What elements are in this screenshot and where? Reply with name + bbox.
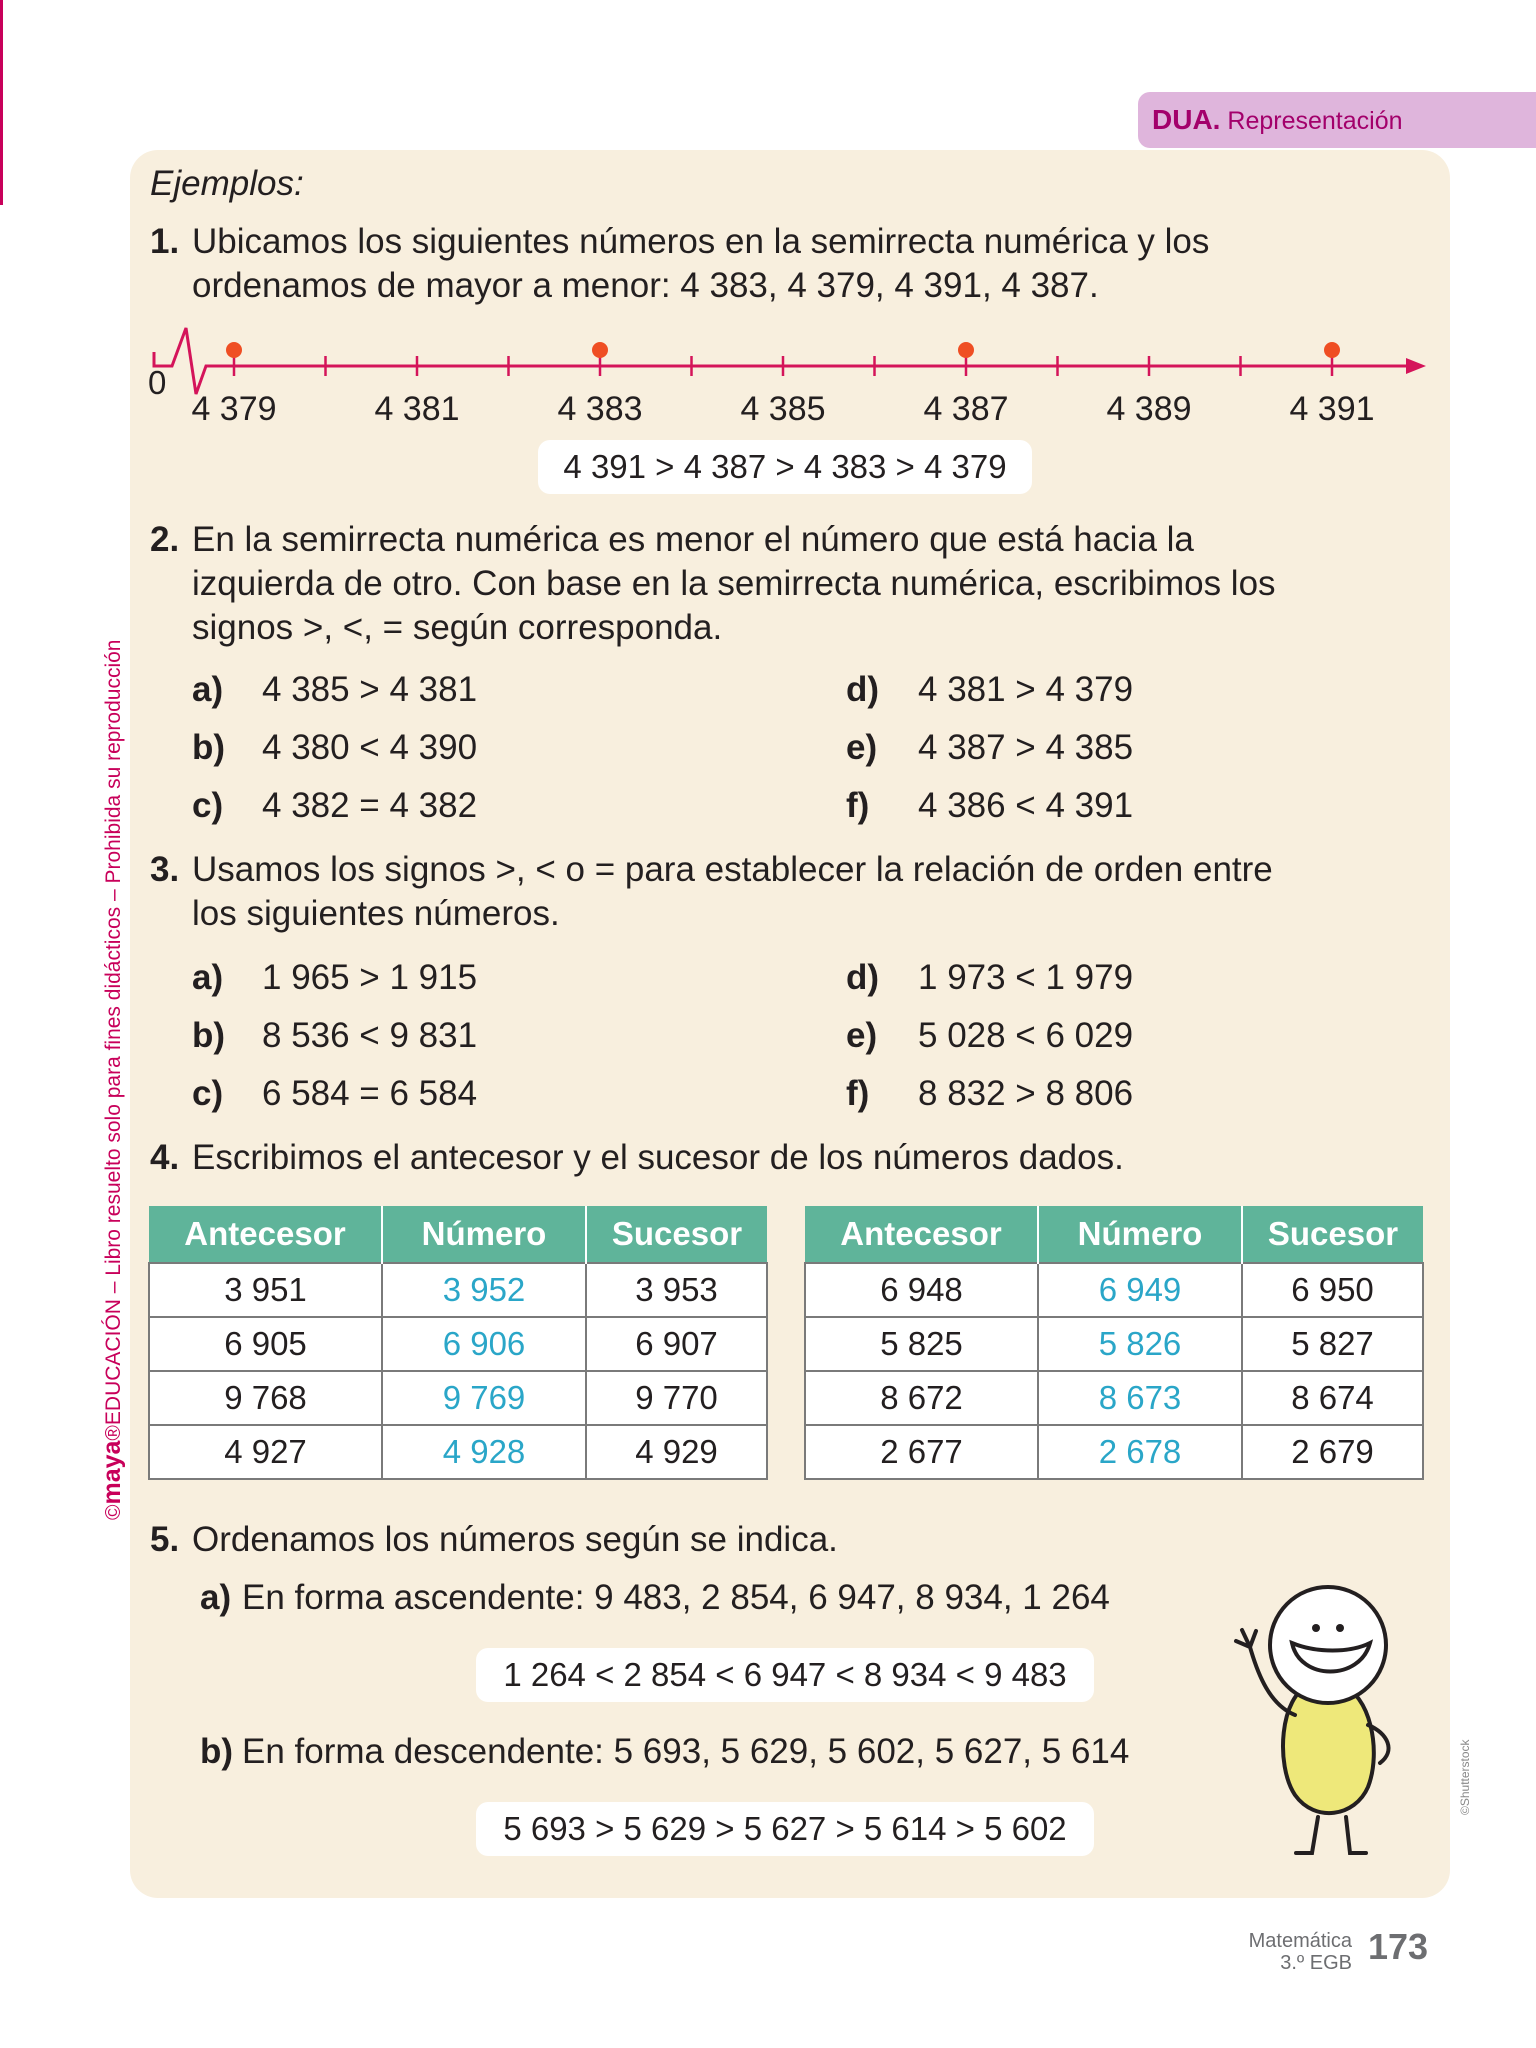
number-line-label: 4 385	[740, 390, 826, 428]
ex3-a-label: a)	[192, 958, 224, 997]
table-row	[805, 1371, 1423, 1425]
header-antecesor: Antecesor	[805, 1206, 1038, 1263]
table-row	[149, 1317, 767, 1371]
header-numero: Número	[1038, 1206, 1242, 1263]
ex5-b-label: b)	[200, 1732, 234, 1771]
ex2-a-label: a)	[192, 670, 224, 709]
ex5-text: Ordenamos los números según se indica.	[192, 1520, 838, 1559]
cell-sucesor: 2 679	[1242, 1425, 1423, 1479]
ex5-a-label: a)	[200, 1578, 232, 1617]
ex4-text: Escribimos el antecesor y el sucesor de los números dados.	[192, 1138, 1124, 1177]
table-row	[805, 1263, 1423, 1317]
header-antecesor: Antecesor	[149, 1206, 382, 1263]
ex2-line2: izquierda de otro. Con base en la semirrecta numérica, escribimos los	[192, 564, 1276, 603]
header-sucesor: Sucesor	[586, 1206, 767, 1263]
header-numero: Número	[382, 1206, 586, 1263]
cell-numero: 8 673	[1038, 1371, 1242, 1425]
left-margin-rule	[0, 0, 3, 205]
ex3-f-text: 8 832 > 8 806	[918, 1074, 1134, 1113]
table-row	[149, 1263, 767, 1317]
ex4-number: 4.	[150, 1138, 180, 1177]
number-line-point	[592, 342, 608, 358]
number-line-label: 4 387	[923, 390, 1009, 428]
ex2-b-label: b)	[192, 728, 226, 767]
header-sucesor: Sucesor	[1242, 1206, 1423, 1263]
cell-sucesor: 4 929	[586, 1425, 767, 1479]
ex2-a-text: 4 385 > 4 381	[262, 670, 478, 709]
footer-subject: Matemática	[1248, 1930, 1352, 1952]
cell-numero: 5 826	[1038, 1317, 1242, 1371]
side-notice: EDUCACIÓN – Libro resuelto solo para fines didácticos – Prohibida su reproducción	[102, 639, 125, 1426]
ex3-number: 3.	[150, 850, 180, 889]
ex2-e-label: e)	[846, 728, 878, 767]
number-line-label: 4 391	[1289, 390, 1375, 428]
brand-name: maya	[98, 1440, 126, 1505]
copyright-symbol: ©	[102, 1504, 125, 1520]
ex3-a-text: 1 965 > 1 915	[262, 958, 478, 997]
footer-grade: 3.º EGB	[1280, 1952, 1352, 1974]
ex3-c-label: c)	[192, 1074, 224, 1113]
table-row	[805, 1425, 1423, 1479]
side-copyright-text	[98, 540, 127, 1520]
ex3-d-label: d)	[846, 958, 880, 997]
dua-badge-text: Representación	[1227, 107, 1403, 135]
cell-antecesor: 4 927	[149, 1425, 382, 1479]
ex2-d-text: 4 381 > 4 379	[918, 670, 1134, 709]
cell-numero: 2 678	[1038, 1425, 1242, 1479]
image-credit: ©Shutterstock	[1458, 1739, 1472, 1815]
cell-antecesor: 3 951	[149, 1263, 382, 1317]
ex3-d-text: 1 973 < 1 979	[918, 958, 1134, 997]
cell-sucesor: 3 953	[586, 1263, 767, 1317]
cell-antecesor: 8 672	[805, 1371, 1038, 1425]
ex3-b-label: b)	[192, 1016, 226, 1055]
examples-title: Ejemplos:	[150, 164, 304, 203]
ex3-line2: los siguientes números.	[192, 894, 560, 933]
number-line-point	[226, 342, 242, 358]
cell-antecesor: 5 825	[805, 1317, 1038, 1371]
ex5-a-text: En forma ascendente: 9 483, 2 854, 6 947, 8 934, 1 264	[242, 1578, 1110, 1617]
page-number: 173	[1368, 1926, 1429, 1967]
number-line-point	[958, 342, 974, 358]
ex2-number: 2.	[150, 520, 180, 559]
ex2-line3: signos >, <, = según corresponda.	[192, 608, 723, 647]
ex1-line2: ordenamos de mayor a menor: 4 383, 4 379, 4 391, 4 387.	[192, 266, 1099, 305]
ex1-number: 1.	[150, 222, 180, 261]
number-line-point	[1324, 342, 1340, 358]
cell-antecesor: 6 905	[149, 1317, 382, 1371]
cell-numero: 3 952	[382, 1263, 586, 1317]
ex1-answer: 4 391 > 4 387 > 4 383 > 4 379	[538, 440, 1032, 494]
table-row	[149, 1425, 767, 1479]
ex3-b-text: 8 536 < 9 831	[262, 1016, 478, 1055]
ex3-e-text: 5 028 < 6 029	[918, 1016, 1134, 1055]
ex5-b-text: En forma descendente: 5 693, 5 629, 5 602, 5 627, 5 614	[242, 1732, 1130, 1771]
number-line-label: 4 381	[374, 390, 460, 428]
ex5-a-answer: 1 264 < 2 854 < 6 947 < 8 934 < 9 483	[476, 1648, 1094, 1702]
cell-sucesor: 5 827	[1242, 1317, 1423, 1371]
cell-numero: 6 949	[1038, 1263, 1242, 1317]
ex2-c-text: 4 382 = 4 382	[262, 786, 478, 825]
dua-badge	[1138, 92, 1536, 148]
table-left	[148, 1206, 768, 1480]
ex2-f-label: f)	[846, 786, 870, 825]
number-line-label: 4 379	[191, 390, 277, 428]
ex2-c-label: c)	[192, 786, 224, 825]
smiley-character-illustration	[1220, 1555, 1440, 1855]
cell-sucesor: 9 770	[586, 1371, 767, 1425]
table-row	[805, 1317, 1423, 1371]
footer-subject-block	[1249, 1930, 1352, 1974]
ex5-b-answer: 5 693 > 5 629 > 5 627 > 5 614 > 5 602	[476, 1802, 1094, 1856]
cell-sucesor: 8 674	[1242, 1371, 1423, 1425]
cell-antecesor: 2 677	[805, 1425, 1038, 1479]
number-line-arrow	[1406, 358, 1426, 374]
ex3-e-label: e)	[846, 1016, 878, 1055]
cell-numero: 9 769	[382, 1371, 586, 1425]
cell-antecesor: 6 948	[805, 1263, 1038, 1317]
table-right	[804, 1206, 1424, 1480]
table-row	[149, 1371, 767, 1425]
number-line-label: 4 383	[557, 390, 643, 428]
number-line-label: 4 389	[1106, 390, 1192, 428]
ex2-d-label: d)	[846, 670, 880, 709]
ex3-f-label: f)	[846, 1074, 870, 1113]
ex3-line1: Usamos los signos >, < o = para establecer la relación de orden entre	[192, 850, 1273, 889]
dua-badge-bold: DUA.	[1152, 104, 1221, 135]
registered-symbol: ®	[102, 1425, 125, 1441]
ex5-number: 5.	[150, 1520, 180, 1559]
number-line-zero: 0	[148, 364, 167, 401]
cell-antecesor: 9 768	[149, 1371, 382, 1425]
cell-numero: 4 928	[382, 1425, 586, 1479]
ex2-b-text: 4 380 < 4 390	[262, 728, 478, 767]
number-line	[140, 320, 1440, 430]
ex1-line1: Ubicamos los siguientes números en la semirrecta numérica y los	[192, 222, 1210, 261]
cell-sucesor: 6 950	[1242, 1263, 1423, 1317]
ex2-line1: En la semirrecta numérica es menor el número que está hacia la	[192, 520, 1194, 559]
cell-numero: 6 906	[382, 1317, 586, 1371]
cell-sucesor: 6 907	[586, 1317, 767, 1371]
ex3-c-text: 6 584 = 6 584	[262, 1074, 478, 1113]
ex2-e-text: 4 387 > 4 385	[918, 728, 1134, 767]
ex2-f-text: 4 386 < 4 391	[918, 786, 1134, 825]
